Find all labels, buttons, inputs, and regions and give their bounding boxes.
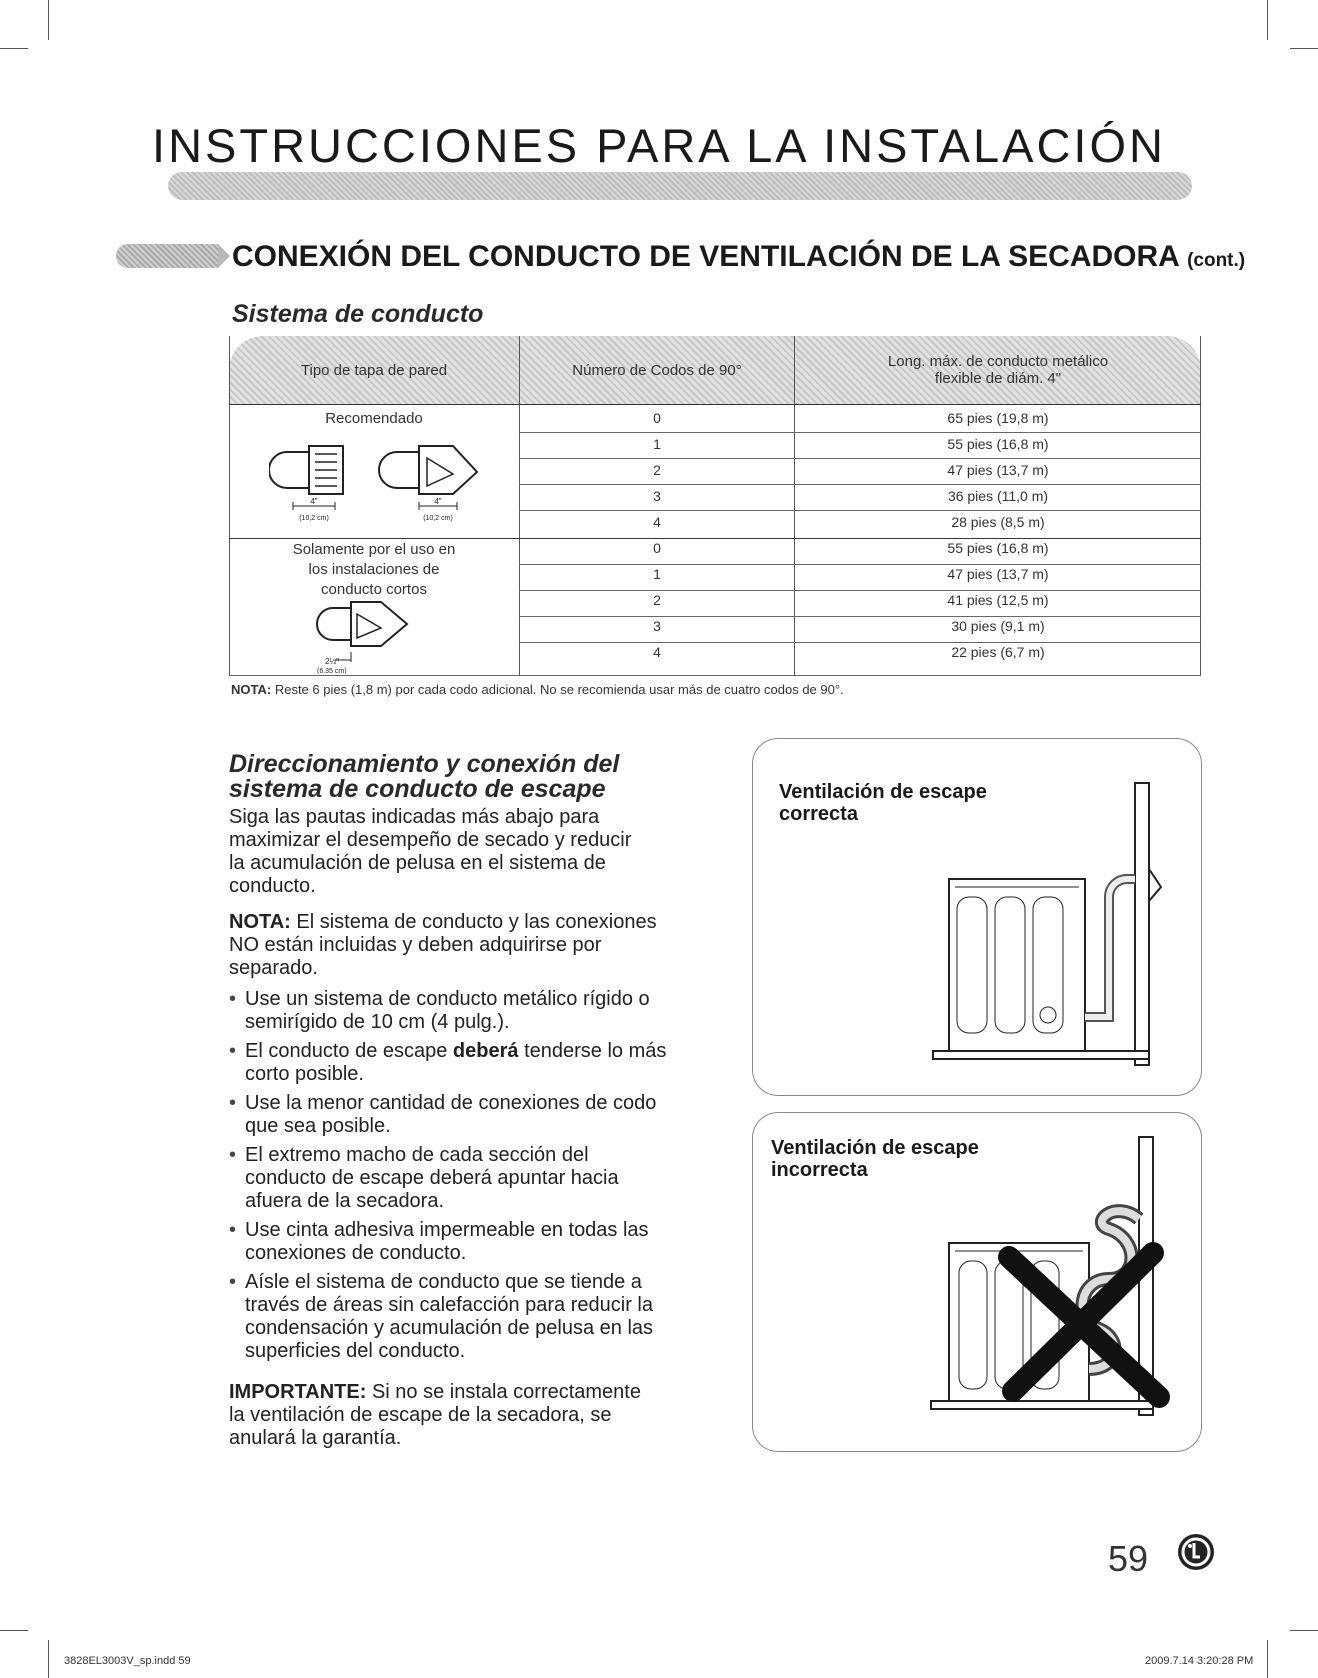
footer-file-name: 3828EL3003V_sp.indd 59 <box>64 1655 191 1667</box>
dryer-incorrect-vent-diagram <box>873 1133 1173 1433</box>
table-row-rule <box>519 510 1201 511</box>
routing-guidelines-list <box>229 988 689 1369</box>
bullet-line: • Use cinta adhesiva impermeable en todas las <box>245 1219 649 1241</box>
section-marker <box>116 244 218 268</box>
bullet-line: que sea posible. <box>245 1115 391 1137</box>
dryer-correct-vent-diagram <box>873 779 1173 1079</box>
elbow-count-cell: 4 <box>653 644 661 660</box>
bullet-line: afuera de la secadora. <box>245 1190 445 1212</box>
intro-line: Siga las pautas indicadas más abajo para <box>229 806 600 828</box>
table-row-rule <box>519 564 1201 565</box>
intro-line: conducto. <box>229 875 316 897</box>
figure-label-line: correcta <box>779 803 858 825</box>
crop-mark <box>48 1640 49 1678</box>
crop-mark <box>0 1630 28 1631</box>
routing-note <box>229 911 689 980</box>
note-line: NO están incluidas y deben adquirirse por <box>229 934 602 956</box>
short-run-label-line: conducto cortos <box>321 581 427 598</box>
subheading-routing <box>229 752 619 802</box>
bullet-line: corto posible. <box>245 1063 364 1085</box>
bullet-line: conducto de escape deberá apuntar hacia <box>245 1167 619 1189</box>
crop-mark <box>1267 1640 1268 1678</box>
figure-correct-venting <box>752 738 1202 1096</box>
section-title-text: CONEXIÓN DEL CONDUCTO DE VENTILACIÓN DE LA SECADORA <box>232 240 1179 273</box>
intro-line: la acumulación de pelusa en el sistema de <box>229 852 606 874</box>
dim-4in-a: 4" <box>310 497 318 506</box>
max-length-cell: 28 pies (8,5 m) <box>951 514 1045 530</box>
max-length-cell: 65 pies (19,8 m) <box>947 410 1049 426</box>
list-item <box>229 1219 689 1265</box>
dim-4in-b: 4" <box>434 497 442 506</box>
figure-label-line: Ventilación de escape <box>779 781 987 803</box>
header-max-length-line2: flexible de diám. 4" <box>934 370 1062 387</box>
short-run-label-line: Solamente por el uso en <box>292 541 456 558</box>
max-length-cell: 55 pies (16,8 m) <box>947 540 1049 556</box>
title-underline-bar <box>168 172 1192 200</box>
table-row-rule <box>519 458 1201 459</box>
routing-note-label: NOTA: <box>229 911 291 933</box>
table-bottom-rule <box>229 675 1201 676</box>
elbow-count-cell: 3 <box>653 618 661 634</box>
note-line: separado. <box>229 957 318 979</box>
table-note-label: NOTA: <box>231 682 272 697</box>
table-note <box>231 682 844 697</box>
elbow-count-cell: 2 <box>653 592 661 608</box>
list-item <box>229 1092 689 1138</box>
section-title-suffix: (cont.) <box>1187 250 1246 271</box>
intro-line: maximizar el desempeño de secado y reducir <box>229 829 632 851</box>
crop-mark <box>48 0 49 40</box>
elbow-count-cell: 0 <box>653 410 661 426</box>
elbow-count-cell: 4 <box>653 514 661 530</box>
bullet-line: • Aísle el sistema de conducto que se tiende a <box>245 1271 642 1293</box>
figure-label-line: incorrecta <box>771 1159 868 1181</box>
elbow-count-cell: 0 <box>653 540 661 556</box>
figure-label-line: Ventilación de escape <box>771 1137 979 1159</box>
max-length-cell: 47 pies (13,7 m) <box>947 566 1049 582</box>
bullet-emphasis: deberá <box>452 1040 519 1062</box>
table-header-rule <box>229 404 1201 405</box>
list-item <box>229 988 689 1034</box>
routing-heading-line: sistema de conducto de escape <box>229 775 606 803</box>
bullet-line: • Use la menor cantidad de conexiones de codo <box>245 1092 657 1114</box>
bullet-line: través de áreas sin calefacción para reducir la <box>245 1294 653 1316</box>
crop-mark <box>0 48 28 49</box>
recommended-wall-caps-diagram <box>269 432 489 536</box>
important-line: anulará la garantía. <box>229 1427 402 1449</box>
header-elbows: Número de Codos de 90° <box>572 361 742 379</box>
max-length-cell: 41 pies (12,5 m) <box>947 592 1049 608</box>
cap-group-short-run-label <box>229 540 519 600</box>
header-cap-type: Tipo de tapa de pared <box>300 361 448 379</box>
max-length-cell: 36 pies (11,0 m) <box>947 488 1049 504</box>
routing-intro <box>229 806 689 898</box>
short-run-wall-cap-diagram <box>289 600 459 674</box>
table-note-text: Reste 6 pies (1,8 m) por cada codo adicional. No se recomienda usar más de cuatro codos de 90°. <box>274 682 844 697</box>
elbow-count-cell: 3 <box>653 488 661 504</box>
important-label: IMPORTANTE: <box>229 1381 367 1403</box>
note-line: El sistema de conducto y las conexiones <box>290 911 657 933</box>
important-note <box>229 1381 689 1450</box>
dim-cm-a: (10,2 cm) <box>299 515 329 522</box>
crop-mark <box>1290 1630 1318 1631</box>
header-max-length-line1: Long. máx. de conducto metálico <box>887 353 1109 370</box>
table-row-rule <box>519 616 1201 617</box>
dim-2-5in: 2½" <box>325 657 339 666</box>
table-row-rule <box>519 484 1201 485</box>
bullet-line: • El extremo macho de cada sección del <box>245 1144 589 1166</box>
crop-mark <box>1267 0 1268 40</box>
subheading-duct-system: Sistema de conducto <box>232 300 484 328</box>
max-length-cell: 47 pies (13,7 m) <box>947 462 1049 478</box>
bullet-line: superficies del conducto. <box>245 1340 466 1362</box>
page-title: INSTRUCCIONES PARA LA INSTALACIÓN <box>152 119 1166 172</box>
routing-heading-line: Direccionamiento y conexión del <box>229 750 620 778</box>
crop-mark <box>1290 48 1318 49</box>
list-item <box>229 1271 689 1363</box>
bullet-text: El conducto de escape <box>245 1040 453 1062</box>
table-border <box>229 336 230 676</box>
list-item <box>229 1144 689 1213</box>
elbow-count-cell: 1 <box>653 566 661 582</box>
vent-table <box>229 336 1201 676</box>
cap-group-recommended-label: Recomendado <box>325 410 423 427</box>
figure-incorrect-venting <box>752 1112 1202 1452</box>
footer-timestamp: 2009.7.14 3:20:28 PM <box>1145 1655 1254 1667</box>
elbow-count-cell: 2 <box>653 462 661 478</box>
table-row-rule <box>519 590 1201 591</box>
table-group-rule <box>229 538 1201 539</box>
bullet-text: tenderse lo más <box>518 1040 667 1062</box>
dim-6-35cm: (6.35 cm) <box>317 668 347 674</box>
header-max-length <box>795 336 1201 404</box>
bullet-line: conexiones de conducto. <box>245 1242 467 1264</box>
bullet-line: semirígido de 10 cm (4 pulg.). <box>245 1011 510 1033</box>
elbow-count-cell: 1 <box>653 436 661 452</box>
table-row-rule <box>519 642 1201 643</box>
important-line: la ventilación de escape de la secadora, se <box>229 1404 612 1426</box>
short-run-label-line: los instalaciones de <box>308 561 440 578</box>
bullet-line: • Use un sistema de conducto metálico rígido o <box>245 988 650 1010</box>
max-length-cell: 22 pies (6,7 m) <box>951 644 1045 660</box>
table-row-rule <box>519 432 1201 433</box>
section-title <box>232 240 1245 274</box>
page-number: 59 <box>1108 1538 1149 1579</box>
max-length-cell: 55 pies (16,8 m) <box>947 436 1049 452</box>
max-length-cell: 30 pies (9,1 m) <box>951 618 1045 634</box>
lg-logo-icon <box>1176 1532 1216 1572</box>
bullet-line: condensación y acumulación de pelusa en las <box>245 1317 654 1339</box>
dim-cm-b: (10,2 cm) <box>423 515 453 522</box>
important-line: Si no se instala correctamente <box>366 1381 641 1403</box>
list-item <box>229 1040 689 1086</box>
